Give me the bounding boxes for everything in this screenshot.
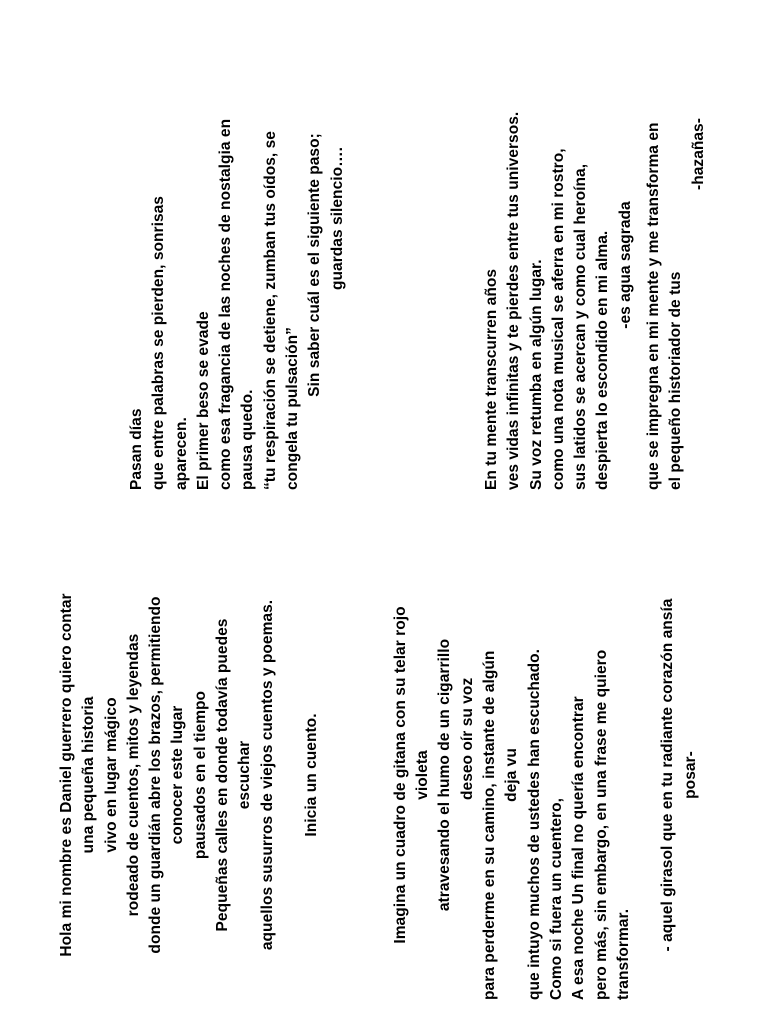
spacer bbox=[324, 550, 368, 1000]
pasan-stanza bbox=[126, 40, 349, 490]
text-line: para perderme en su camino, instante de algún bbox=[481, 650, 499, 1000]
text-line: Pequeñas calles en donde todavía puedes bbox=[214, 618, 232, 932]
text-line: vivo en lugar mágico bbox=[102, 697, 120, 853]
text-line: el pequeño historiador de tus bbox=[667, 271, 685, 490]
text-line: “tu respiración se detiene, zumban tus oídos, se bbox=[261, 131, 279, 490]
closing-line: - aquel girasol que en tu radiante corazón ansía bbox=[659, 598, 677, 952]
text-line: aparecen. bbox=[172, 417, 190, 490]
text-line: rodeado de cuentos, mitos y leyendas bbox=[124, 633, 142, 917]
text-line: donde un guardián abre los brazos, permitiendo bbox=[147, 596, 165, 954]
text-line: transformar. bbox=[614, 908, 632, 1000]
spacer bbox=[393, 40, 437, 490]
text-line: deja vu bbox=[503, 748, 521, 802]
text-line: Sin saber cuál es el siguiente paso; bbox=[306, 133, 324, 397]
text-line: pausa quedo. bbox=[239, 389, 257, 490]
spacer bbox=[635, 550, 657, 1000]
text-line: una pequeña historia bbox=[80, 696, 98, 854]
text-line: Su voz retumba en algún lugar. bbox=[527, 259, 545, 490]
text-line: conocer este lugar bbox=[169, 705, 187, 845]
text-line: congela tu pulsación” bbox=[284, 327, 302, 490]
text-line: Imagina un cuadro de gitana con su telar rojo bbox=[391, 606, 409, 944]
text-line: A esa noche Un final no quería encontrar bbox=[570, 696, 588, 1000]
text-line: guardas silencio…. bbox=[328, 146, 346, 290]
text-line: En tu mente transcurren años bbox=[482, 268, 500, 490]
text-line: que intuyo muchos de ustedes han escuchado. bbox=[525, 649, 543, 1000]
text-line: sus latidos se acercan y como cual heroína, bbox=[572, 163, 590, 490]
text-line: pero más, sin embargo, en una frase me quiero bbox=[592, 649, 610, 1000]
start-line: Inicia un cuento. bbox=[303, 713, 321, 837]
text-line: como esa fragancia de las noches de nostalgia en bbox=[217, 118, 235, 490]
imagina-stanza bbox=[390, 550, 635, 1000]
text-line: deseo oír su voz bbox=[458, 677, 476, 800]
text-line: -hazañas- bbox=[689, 118, 707, 190]
text-line: despierta lo escondido en mi alma. bbox=[594, 230, 612, 490]
text-line: como una nota musical se aferra en mi rostro, bbox=[549, 148, 567, 490]
spacer bbox=[368, 550, 390, 1000]
text-line: violeta bbox=[414, 750, 432, 800]
text-line: atravesando el humo de un cigarrillo bbox=[436, 638, 454, 912]
text-line: que se impregna en mi mente y me transforma en bbox=[645, 122, 663, 490]
text-line: escuchar bbox=[236, 740, 254, 810]
text-line: Como si fuera un cuentero, bbox=[547, 798, 565, 1000]
spacer bbox=[437, 40, 481, 490]
closing-line: posar- bbox=[681, 751, 699, 799]
intro-stanza bbox=[56, 550, 279, 1000]
text-line: ves vidas infinitas y te pierdes entre tus universos. bbox=[505, 111, 523, 490]
story-panel-left bbox=[56, 550, 702, 1000]
text-line: Hola mi nombre es Daniel guerrero quiero contar bbox=[58, 593, 75, 957]
spacer bbox=[279, 550, 301, 1000]
text-line: pausados en el tiempo bbox=[191, 690, 209, 860]
story-panel-right bbox=[126, 40, 710, 490]
text-line: que entre palabras se pierden, sonrisas bbox=[150, 196, 168, 490]
text-line: -es agua sagrada bbox=[616, 201, 634, 329]
spacer bbox=[349, 40, 393, 490]
mente-stanza bbox=[481, 40, 710, 490]
text-line: aquellos susurros de viejos cuentos y poemas. bbox=[258, 599, 276, 951]
text-line: Pasan días bbox=[128, 408, 145, 490]
text-line: El primer beso se evade bbox=[194, 311, 212, 490]
